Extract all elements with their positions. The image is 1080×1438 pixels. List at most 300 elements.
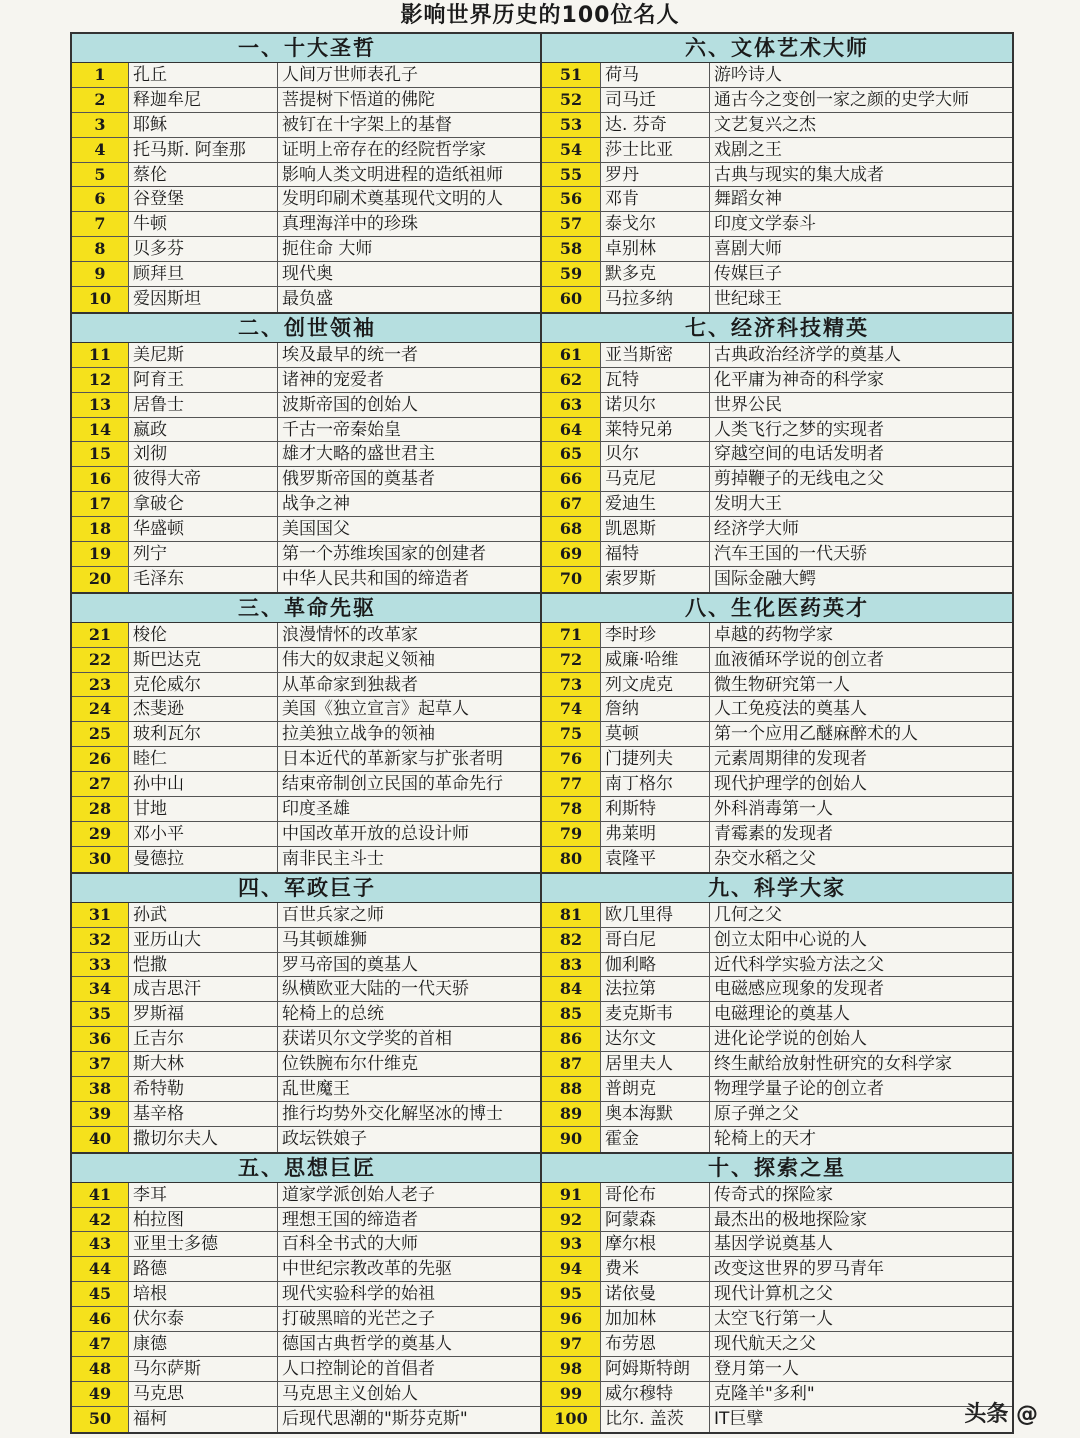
person-description: 扼住命 大师 [282,239,373,260]
table-row [542,138,1012,163]
table-row [72,343,542,368]
rank-number: 14 [72,418,129,442]
person-description: 青霉素的发现者 [714,823,833,844]
person-name: 法拉第 [601,977,710,1001]
person-name: 泰戈尔 [601,212,710,236]
person-description: 穿越空间的电话发明者 [714,444,884,465]
person-name: 谷登堡 [129,187,278,211]
rank-number: 30 [72,847,129,872]
person-description: 外科消毒第一人 [714,799,833,820]
person-name: 梭伦 [129,623,278,647]
table-row [542,567,1012,592]
table-row [542,1102,1012,1127]
person-description: 进化论学说的创始人 [714,1029,867,1050]
rank-number: 15 [72,442,129,466]
person-description: 创立太阳中心说的人 [714,929,867,950]
rank-number: 78 [542,797,601,821]
section [72,592,542,872]
person-name: 卓别林 [601,237,710,261]
rank-number: 1 [72,63,129,87]
table-row [72,1307,542,1332]
person-name: 贝尔 [601,442,710,466]
rank-number: 7 [72,212,129,236]
table-row [542,673,1012,698]
rank-number: 63 [542,393,601,417]
person-name: 莫顿 [601,722,710,746]
table-row [72,393,542,418]
person-name: 默多克 [601,262,710,286]
person-name: 刘彻 [129,442,278,466]
rank-number: 18 [72,517,129,541]
person-name: 马拉多纳 [601,287,710,312]
table-row [72,928,542,953]
table-row [72,212,542,237]
rank-number: 57 [542,212,601,236]
person-name: 邓小平 [129,822,278,846]
person-name: 释迦牟尼 [129,88,278,112]
person-name: 威廉·哈维 [601,648,710,672]
rank-number: 53 [542,113,601,137]
person-description: 印度文学泰斗 [714,214,816,235]
person-name: 弗莱明 [601,822,710,846]
rank-number: 56 [542,187,601,211]
person-description: 证明上帝存在的经院哲学家 [282,139,486,160]
person-name: 牛顿 [129,212,278,236]
rank-number: 75 [542,722,601,746]
person-name: 伏尔泰 [129,1307,278,1331]
rank-number: 34 [72,977,129,1001]
rank-number: 76 [542,747,601,771]
person-description: 雄才大略的盛世君主 [282,444,435,465]
person-name: 华盛顿 [129,517,278,541]
person-name: 爱因斯坦 [129,287,278,312]
rank-number: 19 [72,542,129,566]
person-description: 世纪球王 [714,289,782,310]
rank-number: 70 [542,567,601,592]
person-description: 中国改革开放的总设计师 [282,823,469,844]
table-row [542,1332,1012,1357]
section [542,312,1012,592]
table-row [72,1002,542,1027]
person-name: 成吉思汗 [129,977,278,1001]
person-name: 莱特兄弟 [601,418,710,442]
rank-number: 84 [542,977,601,1001]
table-row [542,953,1012,978]
person-name: 门捷列夫 [601,747,710,771]
rank-number: 72 [542,648,601,672]
rank-number: 50 [72,1407,129,1432]
person-description: 罗马帝国的奠基人 [282,954,418,975]
rank-number: 41 [72,1183,129,1207]
rank-number: 40 [72,1127,129,1152]
table-row [72,1183,542,1208]
person-description: 伟大的奴隶起义领袖 [282,649,435,670]
rank-number: 88 [542,1077,601,1101]
person-description: 血液循环学说的创立者 [714,649,884,670]
person-name: 达. 芬奇 [601,113,710,137]
table-row [72,1208,542,1233]
person-description: 德国古典哲学的奠基人 [282,1333,452,1354]
person-name: 亚里士多德 [129,1232,278,1256]
person-name: 克伦威尔 [129,673,278,697]
person-name: 康德 [129,1332,278,1356]
rank-number: 42 [72,1208,129,1232]
person-name: 柏拉图 [129,1208,278,1232]
table-row [72,517,542,542]
person-description: 现代实验科学的始祖 [282,1284,435,1305]
person-description: 埃及最早的统一者 [282,344,418,365]
table-row [72,1382,542,1407]
table-row [72,1077,542,1102]
table-row [542,1027,1012,1052]
person-name: 福特 [601,542,710,566]
table-row [72,1232,542,1257]
person-description: 拉美独立战争的领袖 [282,724,435,745]
rank-number: 9 [72,262,129,286]
person-description: 战争之神 [282,494,350,515]
person-description: 杂交水稻之父 [714,848,816,869]
table-row [72,822,542,847]
person-description: 马其顿雄狮 [282,929,367,950]
person-description: 最杰出的极地探险家 [714,1209,867,1230]
person-description: 南非民主斗士 [282,848,384,869]
person-name: 李耳 [129,1183,278,1207]
table-row [542,287,1012,312]
rank-number: 35 [72,1002,129,1026]
person-description: 轮椅上的天才 [714,1128,816,1149]
person-name: 培根 [129,1282,278,1306]
person-name: 阿育王 [129,368,278,392]
table-row [542,697,1012,722]
person-description: 近代科学实验方法之父 [714,954,884,975]
person-description: 结束帝制创立民国的革命先行 [282,774,503,795]
table-row [72,467,542,492]
table-row [72,747,542,772]
person-name: 马尔萨斯 [129,1357,278,1381]
person-name: 列宁 [129,542,278,566]
person-description: 剪掉鞭子的无线电之父 [714,469,884,490]
rank-number: 48 [72,1357,129,1381]
person-description: 原子弹之父 [714,1103,799,1124]
person-description: 人间万世师表孔子 [282,65,418,85]
person-description: 物理学量子论的创立者 [714,1078,884,1099]
person-description: 终生献给放射性研究的女科学家 [714,1054,952,1075]
rank-number: 27 [72,772,129,796]
rank-number: 52 [542,88,601,112]
person-name: 李时珍 [601,623,710,647]
rank-number: 13 [72,393,129,417]
person-name: 睦仁 [129,747,278,771]
person-name: 甘地 [129,797,278,821]
section [72,1152,542,1432]
person-description: 卓越的药物学家 [714,624,833,645]
table-row [72,1332,542,1357]
rank-number: 43 [72,1232,129,1256]
person-name: 孔丘 [129,63,278,87]
person-description: 中世纪宗教改革的先驱 [282,1259,452,1280]
rank-number: 46 [72,1307,129,1331]
person-name: 基辛格 [129,1102,278,1126]
table-row [72,287,542,312]
person-name: 顾拜旦 [129,262,278,286]
rank-number: 81 [542,903,601,927]
section-header: 六、文体艺术大师 [542,32,1012,63]
table-row [542,648,1012,673]
person-description: 电磁理论的奠基人 [714,1004,850,1025]
person-name: 诺贝尔 [601,393,710,417]
table-row [542,722,1012,747]
table-row [72,237,542,262]
rank-number: 79 [542,822,601,846]
table-row [542,88,1012,113]
rank-number: 87 [542,1052,601,1076]
person-description: 文艺复兴之杰 [714,114,816,135]
person-description: 美国《独立宣言》起草人 [282,699,469,720]
person-name: 袁隆平 [601,847,710,872]
person-name: 希特勒 [129,1077,278,1101]
table-row [542,1282,1012,1307]
rank-number: 94 [542,1257,601,1281]
person-description: 推行均势外交化解坚冰的博士 [282,1103,503,1124]
person-name: 麦克斯韦 [601,1002,710,1026]
person-name: 彼得大帝 [129,467,278,491]
person-description: 印度圣雄 [282,799,350,820]
person-name: 福柯 [129,1407,278,1432]
person-name: 哥伦布 [601,1183,710,1207]
table-row [72,797,542,822]
person-description: 政坛铁娘子 [282,1128,367,1149]
person-description: 百世兵家之师 [282,904,384,925]
rank-number: 73 [542,673,601,697]
rank-number: 10 [72,287,129,312]
person-description: 人类飞行之梦的实现者 [714,419,884,440]
rank-number: 12 [72,368,129,392]
person-description: IT巨擘 [714,1408,764,1429]
person-description: 化平庸为神奇的科学家 [714,369,884,390]
table-row [542,623,1012,648]
person-description: 汽车王国的一代天骄 [714,544,867,565]
person-description: 国际金融大鳄 [714,568,816,589]
table-row [72,187,542,212]
rank-number: 61 [542,343,601,367]
rank-number: 82 [542,928,601,952]
person-description: 最负盛 [282,289,333,310]
rank-number: 66 [542,467,601,491]
table-row [542,442,1012,467]
person-description: 几何之父 [714,904,782,925]
rank-number: 3 [72,113,129,137]
person-name: 居里夫人 [601,1052,710,1076]
person-name: 斯巴达克 [129,648,278,672]
person-description: 人口控制论的首倡者 [282,1358,435,1379]
section-header: 一、十大圣哲 [72,32,542,63]
person-name: 拿破仑 [129,492,278,516]
person-description: 发明印刷术奠基现代文明的人 [282,189,503,210]
table-row [72,697,542,722]
rank-number: 86 [542,1027,601,1051]
section-header: 五、思想巨匠 [72,1152,542,1183]
table-row [542,467,1012,492]
section-header: 二、创世领袖 [72,312,542,343]
table-row [542,237,1012,262]
rank-number: 60 [542,287,601,312]
person-description: 舞蹈女神 [714,189,782,210]
rank-number: 36 [72,1027,129,1051]
left-column [70,32,544,1434]
table-row [542,797,1012,822]
table-row [542,903,1012,928]
table-row [72,113,542,138]
person-description: 电磁感应现象的发现者 [714,979,884,1000]
table-row [72,163,542,188]
section [542,872,1012,1152]
table-row [542,418,1012,443]
person-name: 索罗斯 [601,567,710,592]
table-row [72,442,542,467]
person-description: 纵横欧亚大陆的一代天骄 [282,979,469,1000]
table-row [72,262,542,287]
table-row [542,1307,1012,1332]
person-description: 千古一帝秦始皇 [282,419,401,440]
table-row [542,368,1012,393]
table-row [72,953,542,978]
person-name: 利斯特 [601,797,710,821]
person-description: 菩提树下悟道的佛陀 [282,89,435,110]
rank-number: 22 [72,648,129,672]
person-description: 真理海洋中的珍珠 [282,214,418,235]
table-row [72,673,542,698]
table-row [72,1052,542,1077]
person-name: 加加林 [601,1307,710,1331]
page-title: 影响世界历史的100位名人 [400,3,680,28]
person-description: 诸神的宠爱者 [282,369,384,390]
rank-number: 4 [72,138,129,162]
person-description: 喜剧大师 [714,239,782,260]
rank-number: 5 [72,163,129,187]
person-name: 罗斯福 [129,1002,278,1026]
person-description: 被钉在十字架上的基督 [282,114,452,135]
person-name: 恺撒 [129,953,278,977]
person-name: 托马斯. 阿奎那 [129,138,278,162]
rank-number: 67 [542,492,601,516]
person-description: 古典与现实的集大成者 [714,164,884,185]
rank-number: 100 [542,1407,601,1432]
table-row [72,623,542,648]
table-row [72,492,542,517]
person-name: 詹纳 [601,697,710,721]
section-header: 十、探索之星 [542,1152,1012,1183]
table-row [542,262,1012,287]
person-description: 位铁腕布尔什维克 [282,1054,418,1075]
person-name: 斯大林 [129,1052,278,1076]
rank-number: 58 [542,237,601,261]
person-name: 摩尔根 [601,1232,710,1256]
rank-number: 59 [542,262,601,286]
person-description: 道家学派创始人老子 [282,1184,435,1205]
person-description: 第一个应用乙醚麻醉术的人 [714,724,918,745]
person-name: 路德 [129,1257,278,1281]
rank-number: 2 [72,88,129,112]
rank-number: 39 [72,1102,129,1126]
rank-number: 83 [542,953,601,977]
person-description: 元素周期律的发现者 [714,749,867,770]
person-description: 美国国父 [282,519,350,540]
person-name: 费米 [601,1257,710,1281]
rank-number: 68 [542,517,601,541]
person-description: 经济学大师 [714,519,799,540]
person-name: 邓肯 [601,187,710,211]
table-row [542,63,1012,88]
rank-number: 80 [542,847,601,872]
table-row [542,492,1012,517]
section [542,1152,1012,1432]
person-description: 微生物研究第一人 [714,674,850,695]
person-name: 耶稣 [129,113,278,137]
rank-number: 8 [72,237,129,261]
person-description: 传奇式的探险家 [714,1184,833,1205]
person-name: 嬴政 [129,418,278,442]
person-description: 传媒巨子 [714,264,782,285]
rank-number: 45 [72,1282,129,1306]
person-description: 现代航天之父 [714,1333,816,1354]
person-description: 登月第一人 [714,1358,799,1379]
table-row [542,822,1012,847]
rank-number: 54 [542,138,601,162]
section [542,592,1012,872]
table-row [542,163,1012,188]
table-row [72,648,542,673]
rank-number: 99 [542,1382,601,1406]
table-row [72,1102,542,1127]
table-row [72,88,542,113]
person-name: 美尼斯 [129,343,278,367]
rank-number: 11 [72,343,129,367]
table-row [72,847,542,872]
table-row [72,977,542,1002]
table-row [72,368,542,393]
person-name: 南丁格尔 [601,772,710,796]
rank-number: 92 [542,1208,601,1232]
person-name: 玻利瓦尔 [129,722,278,746]
rank-number: 26 [72,747,129,771]
rank-number: 51 [542,63,601,87]
table-row [72,1357,542,1382]
table-row [542,1127,1012,1152]
person-description: 通古今之变创一家之颜的史学大师 [714,89,969,110]
person-name: 瓦特 [601,368,710,392]
person-name: 杰斐逊 [129,697,278,721]
rank-number: 24 [72,697,129,721]
person-name: 普朗克 [601,1077,710,1101]
rank-number: 16 [72,467,129,491]
table-row [72,1282,542,1307]
person-description: 改变这世界的罗马青年 [714,1259,884,1280]
person-description: 中华人民共和国的缔造者 [282,568,469,589]
person-name: 威尔穆特 [601,1382,710,1406]
person-name: 莎士比亚 [601,138,710,162]
table-row [542,977,1012,1002]
person-name: 阿蒙森 [601,1208,710,1232]
person-description: 克隆羊"多利" [714,1383,815,1404]
person-name: 撒切尔夫人 [129,1127,278,1152]
section-header: 三、革命先驱 [72,592,542,623]
table-row [542,542,1012,567]
table-row [542,212,1012,237]
rank-number: 25 [72,722,129,746]
person-description: 第一个苏维埃国家的创建者 [282,544,486,565]
rank-number: 69 [542,542,601,566]
person-description: 轮椅上的总统 [282,1004,384,1025]
